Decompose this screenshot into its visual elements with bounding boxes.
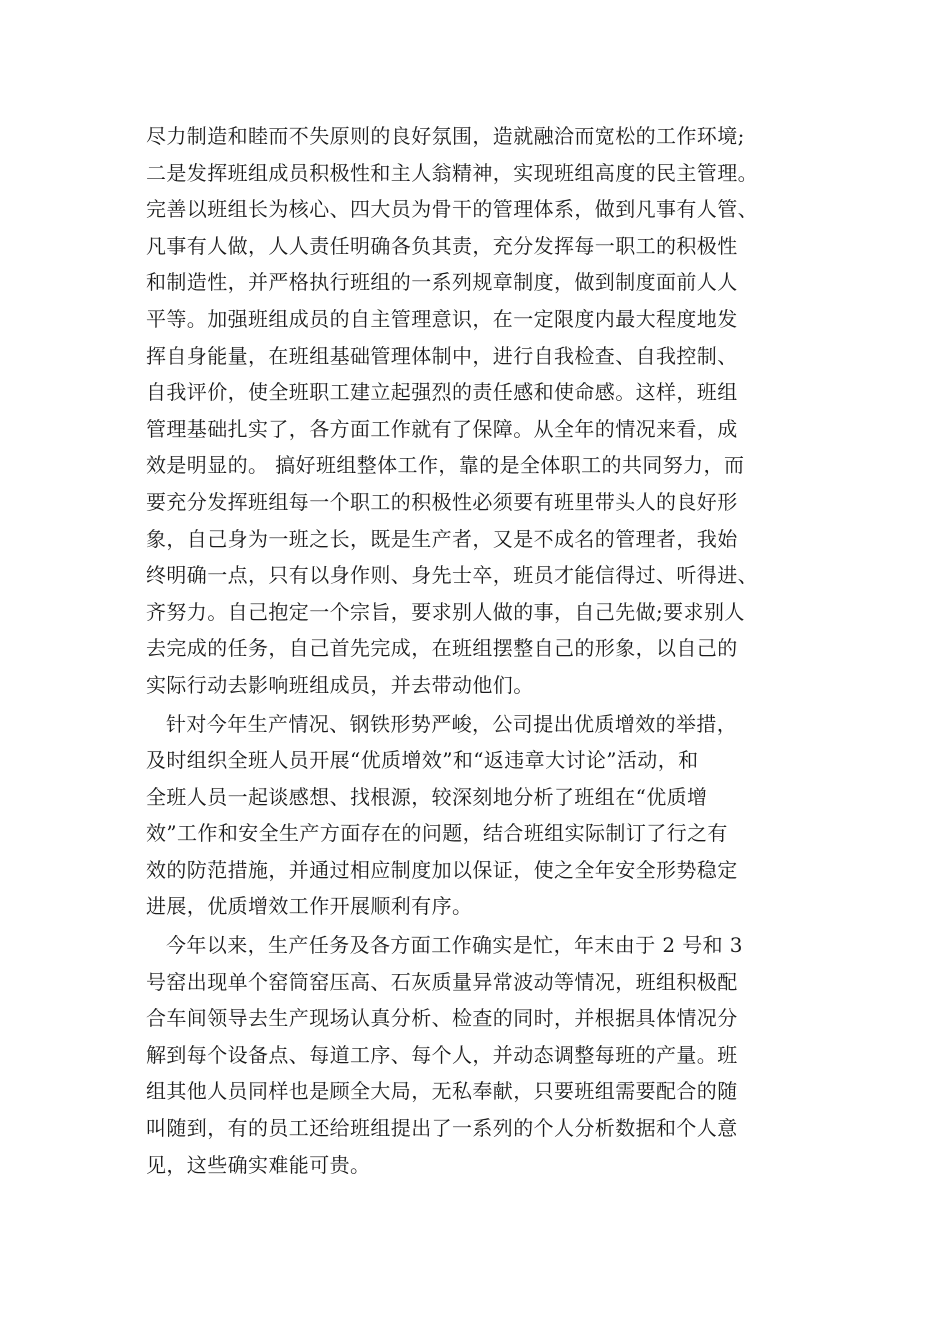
text-line: 象，自己身为一班之长，既是生产者，又是不成名的管理者，我始 [146,526,738,551]
text-line: 号窑出现单个窑筒窑压高、石灰质量异常波动等情况，班组积极配 [146,969,738,994]
text-line: 自我评价，使全班职工建立起强烈的责任感和使命感。这样，班组 [146,380,738,405]
paragraph-1 [146,118,826,704]
text-line: 实际行动去影响班组成员，并去带动他们。 [146,672,534,697]
text-line: 合车间领导去生产现场认真分析、检查的同时，并根据具体情况分 [146,1006,738,1031]
paragraph-2 [146,706,826,926]
text-line: 叫随到，有的员工还给班组提出了一系列的个人分析数据和个人意 [146,1116,738,1141]
text-line: 挥自身能量，在班组基础管理体制中，进行自我检查、自我控制、 [146,343,738,368]
text-line: 凡事有人做，人人责任明确各负其责，充分发挥每一职工的积极性 [146,233,738,258]
document-body [146,118,826,1183]
text-line: 齐努力。自己抱定一个宗旨，要求别人做的事，自己先做;要求别人 [146,599,745,624]
paragraph-3 [146,927,826,1183]
text-line: 要充分发挥班组每一个职工的积极性必须要有班里带头人的良好形 [146,489,738,514]
text-line: 终明确一点，只有以身作则、身先士卒，班员才能信得过、听得进、 [146,563,758,588]
text-line: 平等。加强班组成员的自主管理意识，在一定限度内最大程度地发 [146,306,738,331]
text-line: 进展，优质增效工作开展顺利有序。 [146,894,473,919]
text-line: 全班人员一起谈感想、找根源，较深刻地分析了班组在“优质增 [146,784,708,809]
text-line: 和制造性，并严格执行班组的一系列规章制度，做到制度面前人人 [146,270,738,295]
text-line: 今年以来，生产任务及各方面工作确实是忙，年末由于 2 号和 3 [166,933,743,958]
text-line: 效”工作和安全生产方面存在的问题，结合班组实际制订了行之有 [146,821,728,846]
text-line: 解到每个设备点、每道工序、每个人，并动态调整每班的产量。班 [146,1042,738,1067]
text-line: 及时组织全班人员开展“优质增效”和“返违章大讨论”活动，和 [146,748,699,773]
text-line: 完善以班组长为核心、四大员为骨干的管理体系，做到凡事有人管、 [146,197,758,222]
text-line: 效的防范措施，并通过相应制度加以保证，使之全年安全形势稳定 [146,857,738,882]
text-line: 尽力制造和睦而不失原则的良好氛围，造就融洽而宽松的工作环境; [146,124,745,148]
text-line: 去完成的任务，自己首先完成，在班组摆整自己的形象，以自己的 [146,636,738,661]
text-line: 二是发挥班组成员积极性和主人翁精神，实现班组高度的民主管理。 [146,160,758,185]
text-line: 效是明显的。 搞好班组整体工作，靠的是全体职工的共同努力，而 [146,453,745,478]
text-line: 针对今年生产情况、钢铁形势严峻，公司提出优质增效的举措， [166,711,738,736]
text-line: 见，这些确实难能可贵。 [146,1152,371,1177]
text-line: 组其他人员同样也是顾全大局，无私奉献，只要班组需要配合的随 [146,1079,738,1104]
text-line: 管理基础扎实了，各方面工作就有了保障。从全年的情况来看，成 [146,416,738,441]
